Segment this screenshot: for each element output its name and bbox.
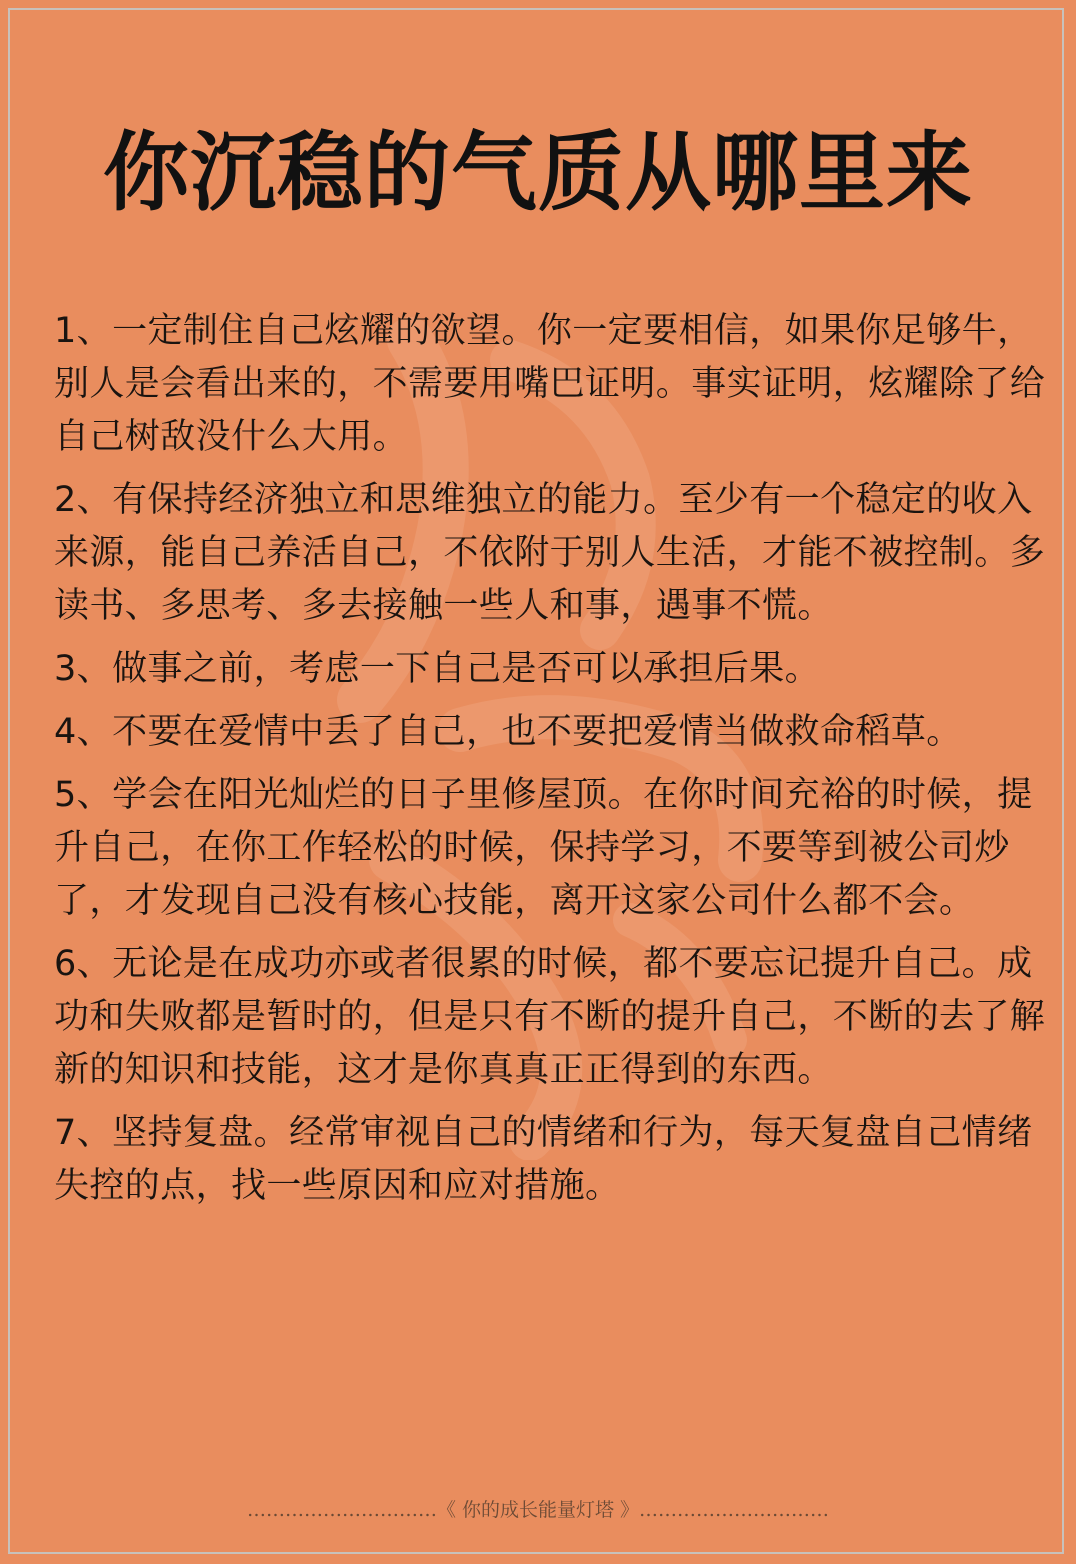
tips-list [54,305,1058,1213]
list-item: 2、有保持经济独立和思维独立的能力。至少有一个稳定的收入来源，能自己养活自己，不依附于别人生活，才能不被控制。多读书、多思考、多去接触一些人和事，遇事不慌。 [54,480,1046,626]
footer-signature: …………………………《 你的成长能量灯塔 》………………………… [246,1499,830,1521]
list-item: 1、一定制住自己炫耀的欲望。你一定要相信，如果你足够牛，别人是会看出来的，不需要用嘴巴证明。事实证明，炫耀除了给自己树敌没什么大用。 [54,311,1046,457]
page-title: 你沉稳的气质从哪里来 [103,123,973,223]
list-item: 7、坚持复盘。经常审视自己的情绪和行为，每天复盘自己情绪失控的点，找一些原因和应对措施。 [54,1113,1033,1206]
list-item: 5、学会在阳光灿烂的日子里修屋顶。在你时间充裕的时候，提升自己，在你工作轻松的时候，保持学习，不要等到被公司炒了，才发现自己没有核心技能，离开这家公司什么都不会。 [54,775,1033,921]
list-item: 3、做事之前，考虑一下自己是否可以承担后果。 [54,649,821,689]
list-item: 4、不要在爱情中丢了自己，也不要把爱情当做救命稻草。 [54,712,962,752]
list-item: 6、无论是在成功亦或者很累的时候，都不要忘记提升自己。成功和失败都是暂时的，但是只有不断的提升自己，不断的去了解新的知识和技能，这才是你真真正正得到的东西。 [54,944,1046,1090]
